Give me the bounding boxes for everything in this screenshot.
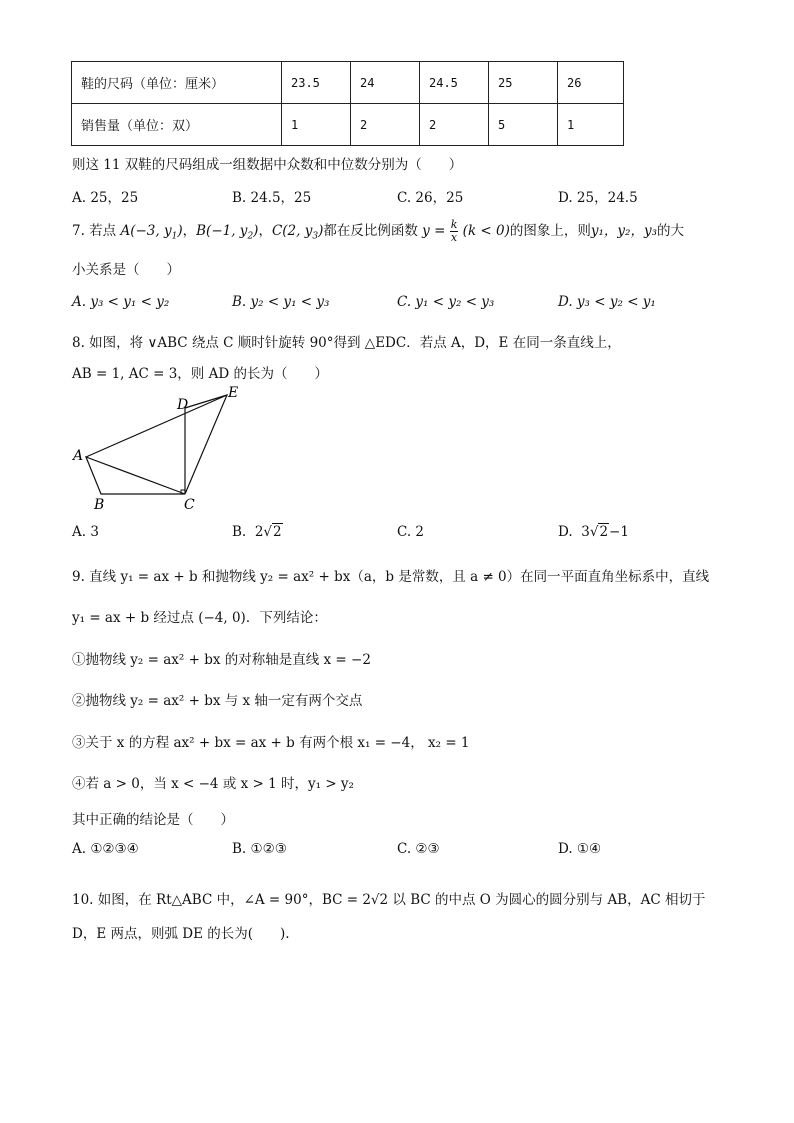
q9-conclusion-1: ①抛物线 y₂ = ax² + bx 的对称轴是直线 x = −2 <box>72 652 371 668</box>
q9-line1: 9. 直线 y₁ = ax + b 和抛物线 y₂ = ax² + bx（a，b 是常数，且 a ≠ 0）在同一平面直角坐标系中，直线 <box>72 569 710 585</box>
table-cell: 26 <box>558 62 624 104</box>
q9-option-c: C. ②③ <box>397 841 440 857</box>
q8-option-c: C. 2 <box>397 524 425 540</box>
table-header: 销售量（单位：双） <box>72 104 282 146</box>
q10-line1: 10. 如图，在 Rt△ABC 中，∠A = 90°，BC = 2√2 以 BC 的中点 O 为圆心的圆分别与 AB，AC 相切于 <box>72 892 706 908</box>
q8-line2: AB = 1, AC = 3，则 AD 的长为（ ） <box>72 366 328 382</box>
q8-line1: 8. 如图，将 ∨ABC 绕点 C 顺时针旋转 90°得到 △EDC．若点 A，D，E 在同一条直线上， <box>72 335 621 351</box>
q9-conclusion-2: ②抛物线 y₂ = ax² + bx 与 x 轴一定有两个交点 <box>72 693 363 709</box>
label-c: C <box>184 497 195 513</box>
table-cell: 23.5 <box>282 62 351 104</box>
label-a: A <box>73 448 84 464</box>
q6-option-a: A. 25，25 <box>72 190 139 206</box>
q7-point-a: A(−3, $y_1$) <box>120 223 183 242</box>
q6-option-d: D. 25，24.5 <box>558 190 638 206</box>
q8-option-d: D. 3√2−1 <box>558 524 629 540</box>
q7-line2: 小关系是（ ） <box>72 262 180 278</box>
q7-condition: (k < 0) <box>462 223 510 239</box>
line-ade <box>86 395 227 457</box>
q9-conclusion-4: ④若 a > 0，当 x < −4 或 x > 1 时，y₁ > y₂ <box>72 776 354 792</box>
label-e: E <box>228 385 239 401</box>
q7-option-b: B. y₂ < y₁ < y₃ <box>232 294 330 310</box>
q6-option-b: B. 24.5，25 <box>232 190 312 206</box>
table-row <box>72 104 624 146</box>
q7-func: y = <box>422 223 446 239</box>
q7-end: 的大 <box>657 223 684 239</box>
triangle-abc <box>86 457 185 494</box>
q9-option-b: B. ①②③ <box>232 841 287 857</box>
q7-option-a: A. y₃ < y₁ < y₂ <box>72 294 170 310</box>
shoe-size-table <box>71 61 624 146</box>
triangle-edc <box>185 395 227 494</box>
label-b: B <box>94 497 105 513</box>
q7-option-d: D. y₃ < y₂ < y₁ <box>558 294 656 310</box>
q7-line1: 7. 若点 A(−3, $y_1$)，B(−1, $y_2$)，C(2, $y_3$)都在反比例函数 y = $\frac{k}{x}$ (k < 0)的图象上，则y₁，y₂，y₃的大 <box>72 218 684 244</box>
table-header: 鞋的尺码（单位：厘米） <box>72 62 282 104</box>
label-d: D <box>177 397 189 413</box>
q7-fraction: $\frac{k}{x}$ <box>450 218 458 244</box>
table-cell: 2 <box>420 104 489 146</box>
q8-option-a: A. 3 <box>72 524 99 540</box>
table-cell: 25 <box>489 62 558 104</box>
q7-point-b: B(−1, $y_2$) <box>196 223 259 242</box>
q7-ys: y₁，y₂，y₃ <box>590 223 657 239</box>
q6-stem: 则这 11 双鞋的尺码组成一组数据中众数和中位数分别为（ ） <box>72 157 463 173</box>
q7-tail: 的图象上，则 <box>509 223 591 239</box>
table-cell: 1 <box>558 104 624 146</box>
q7-point-c: C(2, $y_3$) <box>271 223 324 242</box>
q9-option-d: D. ①④ <box>558 841 602 857</box>
q8-option-b: B. 2√2 <box>232 524 282 540</box>
q10-line2: D，E 两点，则弧 DE 的长为( ). <box>72 926 290 942</box>
table-cell: 24 <box>351 62 420 104</box>
q9-line2: y₁ = ax + b 经过点 (−4, 0)．下列结论： <box>72 610 327 626</box>
table-cell: 5 <box>489 104 558 146</box>
q7-option-c: C. y₁ < y₂ < y₃ <box>397 294 495 310</box>
table-cell: 1 <box>282 104 351 146</box>
q9-option-a: A. ①②③④ <box>72 841 139 857</box>
q9-ask: 其中正确的结论是（ ） <box>72 812 234 828</box>
table-cell: 24.5 <box>420 62 489 104</box>
q7-mid: 都在反比例函数 <box>323 223 418 239</box>
q6-option-c: C. 26，25 <box>397 190 464 206</box>
q7-number: 7. 若点 <box>72 223 117 239</box>
q9-conclusion-3: ③关于 x 的方程 ax² + bx = ax + b 有两个根 x₁ = −4， x₂ = 1 <box>72 735 470 751</box>
q8-figure <box>70 385 245 515</box>
table-cell: 2 <box>351 104 420 146</box>
table-row <box>72 62 624 104</box>
